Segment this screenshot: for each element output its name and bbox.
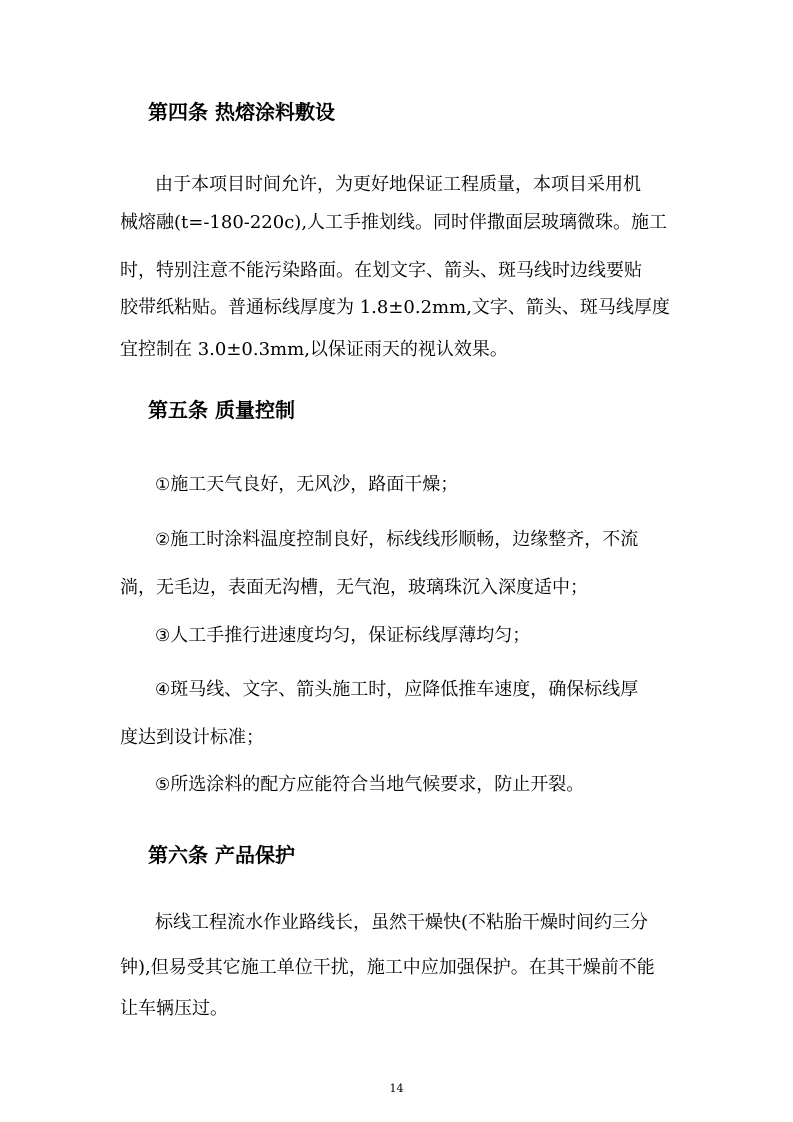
section-4-line-2: 械熔融(t=-180-220c),人工手推划线。同时伴撒面层玻璃微珠。施工: [120, 212, 668, 233]
quality-item-2-cont: 淌，无毛边，表面无沟槽，无气泡，玻璃珠沉入深度适中；: [120, 577, 588, 598]
quality-item-4: [155, 677, 638, 703]
quality-item-3-number: ③: [155, 626, 171, 646]
quality-item-4-number: ④: [155, 680, 171, 700]
section-6-line-2: 钟),但易受其它施工单位干扰，施工中应加强保护。在其干燥前不能: [120, 957, 655, 978]
section-6-heading: 第六条 产品保护: [148, 843, 295, 867]
section-4-line-1: 由于本项目时间允许，为更好地保证工程质量，本项目采用机: [155, 174, 641, 195]
quality-item-1-number: ①: [155, 475, 171, 495]
page-number: 14: [389, 1082, 404, 1095]
quality-item-2-text: 施工时涂料温度控制良好，标线线形顺畅，边缘整齐，不流: [170, 529, 639, 550]
quality-item-2-number: ②: [155, 530, 171, 550]
quality-item-5: [155, 772, 584, 798]
section-4-line-4: 胶带纸粘贴。普通标线厚度为 1.8±0.2mm,文字、箭头、斑马线厚度: [120, 297, 670, 318]
quality-item-2: [155, 527, 638, 553]
quality-item-1-text: 施工天气良好，无风沙，路面干燥；: [170, 474, 459, 495]
quality-item-1: [155, 472, 458, 498]
quality-item-4-text: 斑马线、文字、箭头施工时，应降低推车速度，确保标线厚: [170, 679, 639, 700]
quality-item-5-number: ⑤: [155, 775, 171, 795]
quality-item-3: [155, 623, 530, 649]
section-6-line-1: 标线工程流水作业路线长，虽然干燥快(不粘胎干燥时间约三分: [155, 912, 649, 933]
quality-item-3-text: 人工手推行进速度均匀，保证标线厚薄均匀；: [170, 625, 531, 646]
quality-item-5-text: 所选涂料的配方应能符合当地气候要求，防止开裂。: [170, 774, 585, 795]
quality-item-4-cont: 度达到设计标准；: [120, 727, 264, 748]
section-4-heading: 第四条 热熔涂料敷设: [148, 100, 335, 124]
section-4-line-5: 宜控制在 3.0±0.3mm,以保证雨天的视认效果。: [120, 339, 508, 360]
section-5-heading: 第五条 质量控制: [148, 398, 295, 422]
section-4-line-3: 时，特别注意不能污染路面。在划文字、箭头、斑马线时边线要贴: [120, 260, 642, 281]
section-6-line-3: 让车辆压过。: [120, 998, 228, 1019]
